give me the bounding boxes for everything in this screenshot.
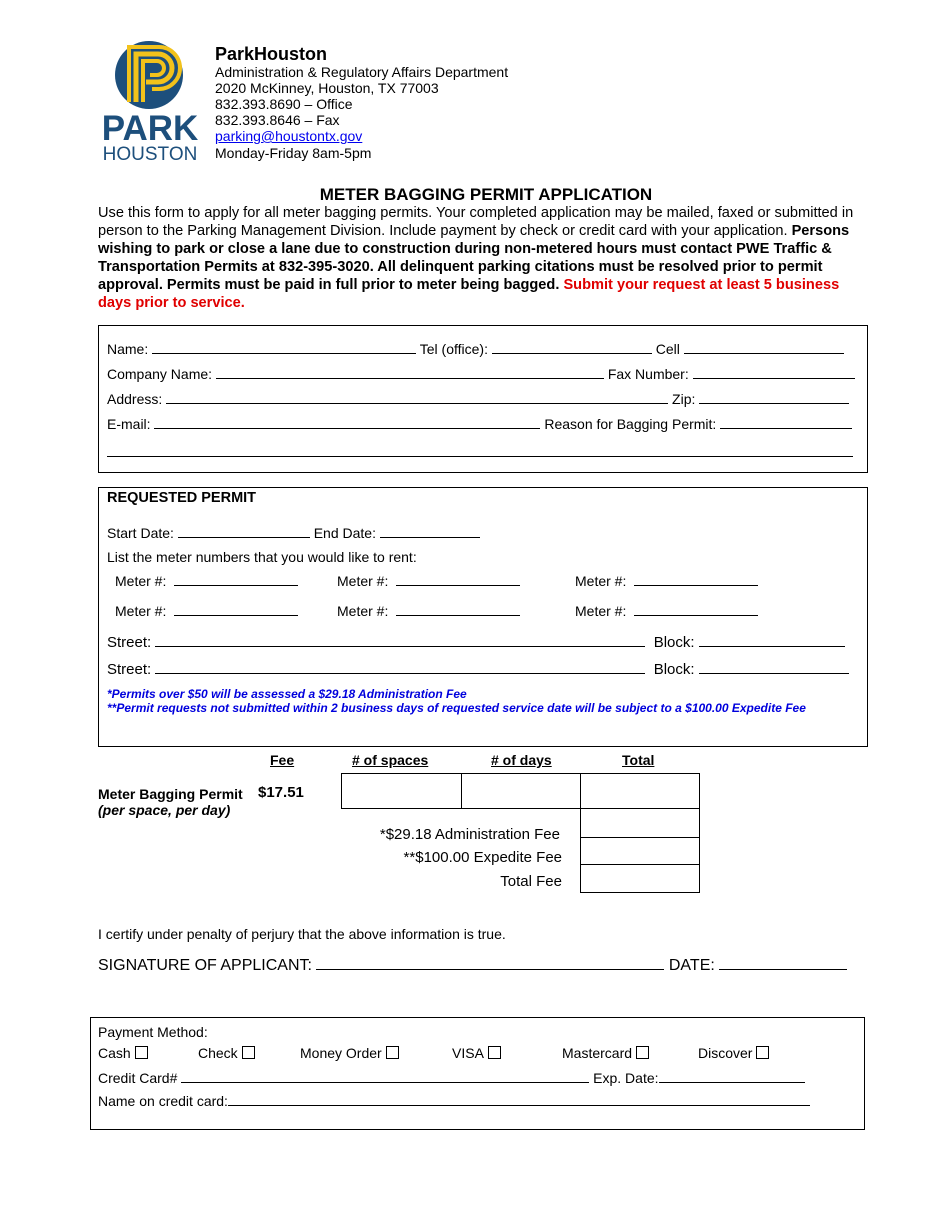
start-date-field[interactable]: [178, 525, 310, 538]
meter-label: Meter #:: [575, 573, 627, 589]
cash-checkbox[interactable]: [135, 1046, 148, 1059]
block-field-2[interactable]: [699, 661, 849, 674]
intro-bold: Persons wishing to park or close a lane due to construction during non-metered hours must contact PWE Traffic & Transportation Permits at 832-395-3020. All delinquent parking citations must be resolved prior to permit approval. Permits must be paid in full prior to meter being bagged.: [98, 223, 850, 293]
cell-label: Cell: [655, 341, 680, 357]
date-field[interactable]: [719, 957, 847, 970]
org-name: ParkHouston: [215, 44, 328, 64]
discover-checkbox[interactable]: [756, 1046, 769, 1059]
meter-field-6[interactable]: [634, 603, 758, 616]
credit-card-label: Credit Card#: [98, 1070, 178, 1086]
days-col-header: # of days: [491, 752, 552, 768]
reason-field[interactable]: [720, 416, 852, 429]
name-on-card-label: Name on credit card:: [98, 1093, 228, 1109]
money-order-label: Money Order: [300, 1045, 382, 1061]
reason-label: Reason for Bagging Permit:: [544, 416, 717, 432]
meter-field-2[interactable]: [396, 573, 520, 586]
check-label: Check: [198, 1045, 238, 1061]
street-field-2[interactable]: [155, 661, 645, 674]
check-checkbox[interactable]: [242, 1046, 255, 1059]
tel-office-field[interactable]: [492, 341, 652, 354]
street-label: Street:: [107, 661, 152, 678]
cell-field[interactable]: [684, 341, 844, 354]
block-label: Block:: [653, 634, 695, 651]
list-meters-text: List the meter numbers that you would like to rent:: [107, 549, 417, 565]
expedite-fee-input[interactable]: [580, 837, 700, 865]
meter-label: Meter #:: [115, 573, 167, 589]
meter-field-1[interactable]: [174, 573, 298, 586]
street-field-1[interactable]: [155, 634, 645, 647]
admin-fee-label: *$29.18 Administration Fee: [379, 826, 560, 843]
exp-date-label: Exp. Date:: [593, 1070, 659, 1086]
zip-field[interactable]: [699, 391, 849, 404]
name-field[interactable]: [152, 341, 416, 354]
visa-label: VISA: [452, 1045, 484, 1061]
meter-field-3[interactable]: [634, 573, 758, 586]
credit-card-field[interactable]: [181, 1070, 589, 1083]
svg-text:HOUSTON: HOUSTON: [102, 144, 198, 162]
name-label: Name:: [107, 341, 149, 357]
visa-checkbox[interactable]: [488, 1046, 501, 1059]
parkhouston-logo: [100, 40, 206, 162]
date-label: DATE:: [668, 957, 715, 974]
permit-sublabel: (per space, per day): [98, 802, 231, 818]
permit-total-input[interactable]: [580, 773, 700, 809]
zip-label: Zip:: [672, 391, 696, 407]
permit-label: Meter Bagging Permit: [98, 786, 243, 802]
permit-fee: $17.51: [258, 784, 304, 801]
block-field-1[interactable]: [699, 634, 845, 647]
end-date-label: End Date:: [313, 525, 376, 541]
signature-field[interactable]: [316, 957, 664, 970]
start-date-label: Start Date:: [107, 525, 174, 541]
fax-number-field[interactable]: [693, 366, 855, 379]
intro-red: Submit your request at least 5 business days prior to service.: [98, 277, 840, 311]
email-label: E-mail:: [107, 416, 151, 432]
signature-label: SIGNATURE OF APPLICANT:: [98, 957, 312, 974]
org-address: 2020 McKinney, Houston, TX 77003: [215, 80, 439, 96]
meter-label: Meter #:: [337, 603, 389, 619]
total-fee-label: Total Fee: [500, 873, 562, 890]
meter-label: Meter #:: [115, 603, 167, 619]
fax-number-label: Fax Number:: [607, 366, 689, 382]
total-col-header: Total: [622, 752, 655, 768]
svg-text:PARK: PARK: [101, 109, 199, 148]
block-label: Block:: [653, 661, 695, 678]
money-order-checkbox[interactable]: [386, 1046, 399, 1059]
company-field[interactable]: [216, 366, 604, 379]
tel-office-label: Tel (office):: [419, 341, 488, 357]
exp-date-field[interactable]: [659, 1070, 805, 1083]
requested-permit-heading: REQUESTED PERMIT: [107, 490, 257, 506]
payment-method-label: Payment Method:: [98, 1024, 208, 1040]
meter-label: Meter #:: [575, 603, 627, 619]
meter-field-4[interactable]: [174, 603, 298, 616]
days-input[interactable]: [461, 773, 581, 809]
discover-label: Discover: [698, 1045, 753, 1061]
meter-field-5[interactable]: [396, 603, 520, 616]
office-hours: Monday-Friday 8am-5pm: [215, 145, 372, 161]
name-on-card-field[interactable]: [228, 1093, 810, 1106]
company-label: Company Name:: [107, 366, 213, 382]
spaces-input[interactable]: [341, 773, 462, 809]
intro-paragraph: [98, 204, 870, 312]
meter-label: Meter #:: [337, 573, 389, 589]
fax-phone: 832.393.8646 – Fax: [215, 112, 340, 128]
department: Administration & Regulatory Affairs Department: [215, 64, 509, 80]
mastercard-label: Mastercard: [562, 1045, 633, 1061]
email-field[interactable]: [154, 416, 540, 429]
fee-col-header: Fee: [270, 752, 295, 768]
certify-text: I certify under penalty of perjury that the above information is true.: [98, 926, 506, 942]
office-phone: 832.393.8690 – Office: [215, 96, 353, 112]
email-link[interactable]: parking@houstontx.gov: [215, 128, 363, 144]
reason-continuation-field[interactable]: [107, 442, 853, 457]
spaces-col-header: # of spaces: [352, 752, 429, 768]
intro-normal: Use this form to apply for all meter bagging permits. Your completed application may be mailed, faxed or submitted in person to the Parking Management Division. Include payment by check or credit card with your application.: [98, 205, 854, 239]
address-field[interactable]: [166, 391, 668, 404]
admin-fee-input[interactable]: [580, 808, 700, 838]
total-fee-input[interactable]: [580, 864, 700, 893]
expedite-fee-note: **Permit requests not submitted within 2 business days of requested service date will be subject to a $100.00 Expedite Fee: [107, 701, 806, 715]
form-title: METER BAGGING PERMIT APPLICATION: [319, 185, 653, 204]
admin-fee-note: *Permits over $50 will be assessed a $29.18 Administration Fee: [107, 687, 467, 701]
expedite-fee-label: **$100.00 Expedite Fee: [403, 849, 562, 866]
cash-label: Cash: [98, 1045, 131, 1061]
end-date-field[interactable]: [380, 525, 480, 538]
street-label: Street:: [107, 634, 152, 651]
address-label: Address:: [107, 391, 163, 407]
mastercard-checkbox[interactable]: [636, 1046, 649, 1059]
